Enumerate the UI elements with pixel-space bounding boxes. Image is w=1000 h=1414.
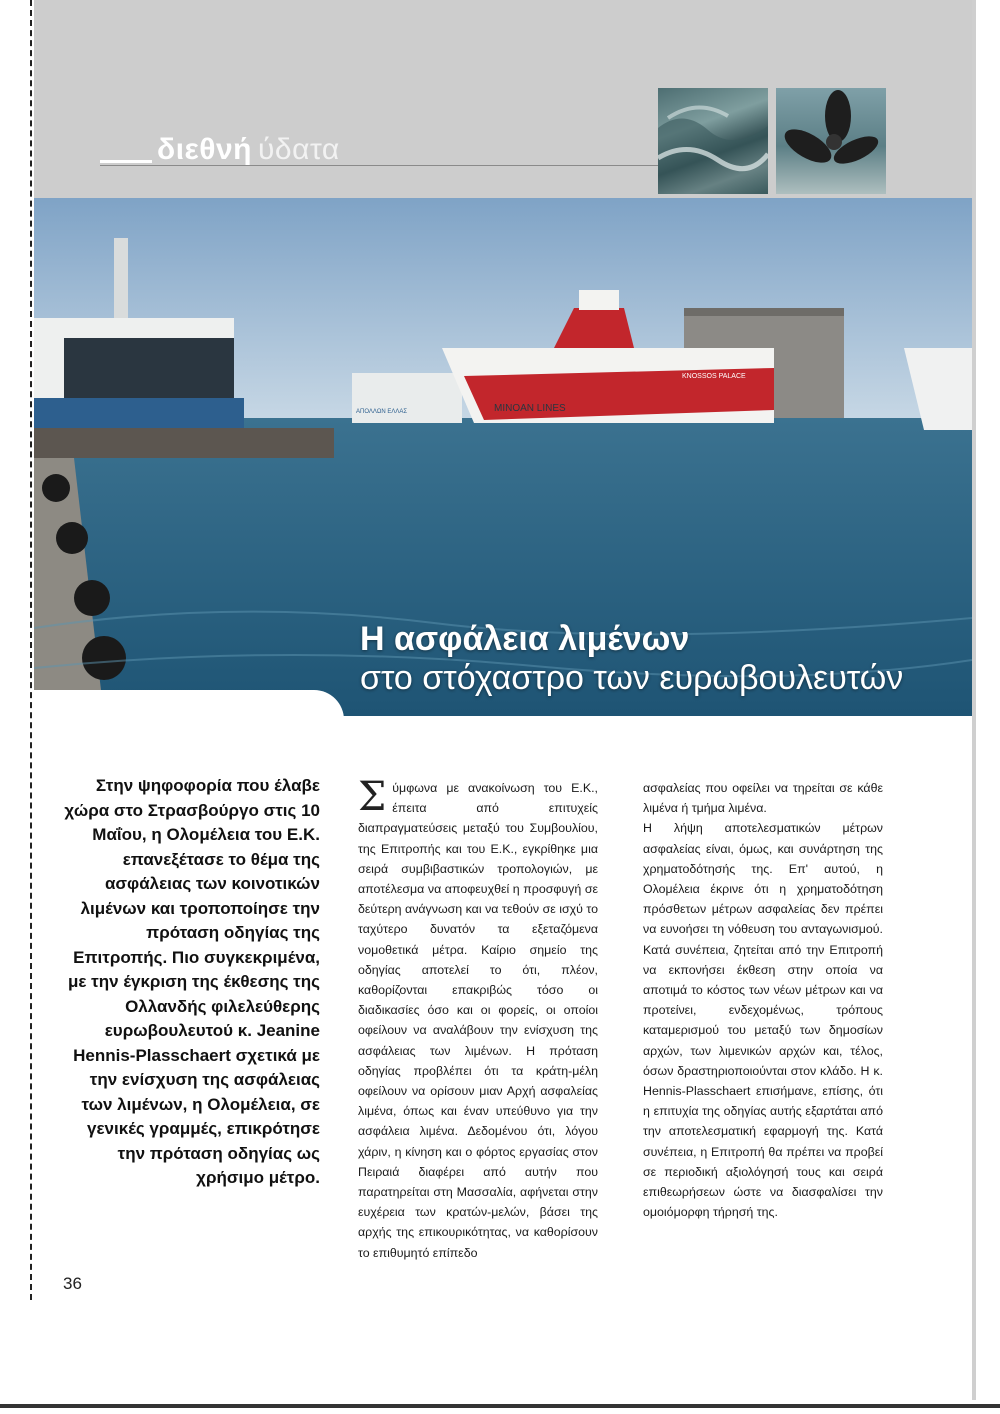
page-edge [972,0,976,1400]
ship-small-text: ΑΠΟΛΛΩΝ ΕΛΛΑΣ [356,409,408,415]
article-title [360,620,903,698]
binding-line [30,0,32,1300]
article-title-line1 [360,620,903,658]
section-label [157,132,340,168]
body-text: ύμφωνα με ανακοίνωση του Ε.Κ., έπειτα από επιτυχείς διαπραγματεύσεις μεταξύ του Συμβουλίου, της Επιτροπής και του Ε.Κ., εγκρίθηκε μια σειρά συμβιβαστικών τροπολογιών, με αποτέλεσμα να αποφευχθεί η προσφυγή σε δεύτερη ανάγνωση και να τεθούν σε ισχύ το ταχύτερο δυνατόν τα εξεταζόμενα νομοθετικά μέτρα. Καίριο σημείο της οδηγίας αποτελεί το ότι, πλέον, καθορίζονται επακριβώς τόσο οι διαδικασίες όσο και οι φορείς, οι οποίοι οφείλουν να αναλάβουν την ενίσχυση της ασφάλειας των λιμένων. Η πρόταση οδηγίας προβλέπει ότι τα κράτη-μέλη οφείλουν να ορίσουν μιαν Αρχή ασφαλείας λιμένα, όπως και έναν υπεύθυνο για την ασφάλεια λιμένα. Δεδομένου ότι, λόγου χάριν, η κίνηση και ο φόρτος εργασίας στον Πειραιά διαφέρει από αυτήν που παρατηρείται στη Μασσαλία, αφήνεται στην ευχέρεια των κρατών-μελών, βάσει της αρχής της επικουρικότητας, να καθορίσουν το επιθυμητό επίπεδο [358,781,598,1260]
article-title-line2: στο στόχαστρο των ευρωβουλευτών [360,659,904,697]
body-column-1 [358,774,598,1263]
body-paragraph: ασφαλείας που οφείλει να τηρείται σε κάθε λιμένα ή τμήμα λιμένα. [643,781,883,816]
bottom-rule [0,1404,1000,1408]
ship-stern-text: KNOSSOS PALACE [682,373,746,380]
body-paragraph: Η λήψη αποτελεσματικών μέτρων ασφαλείας είναι, όμως, και συνάρτηση της χρηματοδότησής της. Επ' αυτού, η Ολομέλεια έκρινε ότι η χρηματοδότηση πρόσθετων μέτρων ασφαλείας δεν πρέπει να ευνοήσει τη νόθευση του ανταγωνισμού. Κατά συνέπεια, ζητείται από την Επιτροπή να εκπονήσει έκθεση στην οποία να αποτιμά το κόστος των νέων μέτρων και να προτείνει, ενδεχομένως, τρόπους καταμερισμού του μεταξύ των δημοσίων αρχών, των λιμενικών αρχών και, τέλος, όσων δραστηριοποιούνται στον κλάδο. Η κ. Hennis-Plasschaert επισήμανε, επίσης, ότι η επιτυχία της οδηγίας αυτής εξαρτάται από την αποτελεσματική εφαρμογή της. Κατά συνέπεια, η Επιτροπή θα πρέπει να προβεί σε περιοδική αξιολόγησή τους και σειρά επιθεωρήσεων ώστε να διασφαλίσει την ομοιόμορφη τήρησή της. [643,821,883,1220]
section-dash [100,160,152,163]
article-title-bold: Η ασφάλεια λιμένων [360,620,690,658]
thumbnail-propeller [776,88,886,194]
section-label-light: ύδατα [258,133,340,166]
article-lede: Στην ψηφοφορία που έλαβε χώρα στο Στρασβούργο στις 10 Μαΐου, η Ολομέλεια του Ε.Κ. επανεξέτασε το θέμα της ασφάλειας των κοινοτικών λιμένων και τροποποίησε την πρόταση οδηγίας της Επιτροπής. Πιο συγκεκριμένα, με την έγκριση της έκθεσης της Ολλανδής φιλελεύθερης ευρωβουλευτού κ. Jeanine Hennis-Plasschaert σχετικά με την ενίσχυση της ασφάλειας των λιμένων, η Ολομέλεια, σε γενικές γραμμές, επικρότησε την πρόταση οδηγίας ως χρήσιμο μέτρο. [64,776,320,1187]
thumbnail-waves [658,88,768,194]
body-paragraph [358,774,598,1263]
section-label-bold: διεθνή [157,133,252,166]
ship-hull-text: MINOAN LINES [494,403,566,414]
body-column-2 [643,778,883,1222]
drop-cap: Σ [358,774,387,820]
page-number: 36 [63,1274,82,1293]
